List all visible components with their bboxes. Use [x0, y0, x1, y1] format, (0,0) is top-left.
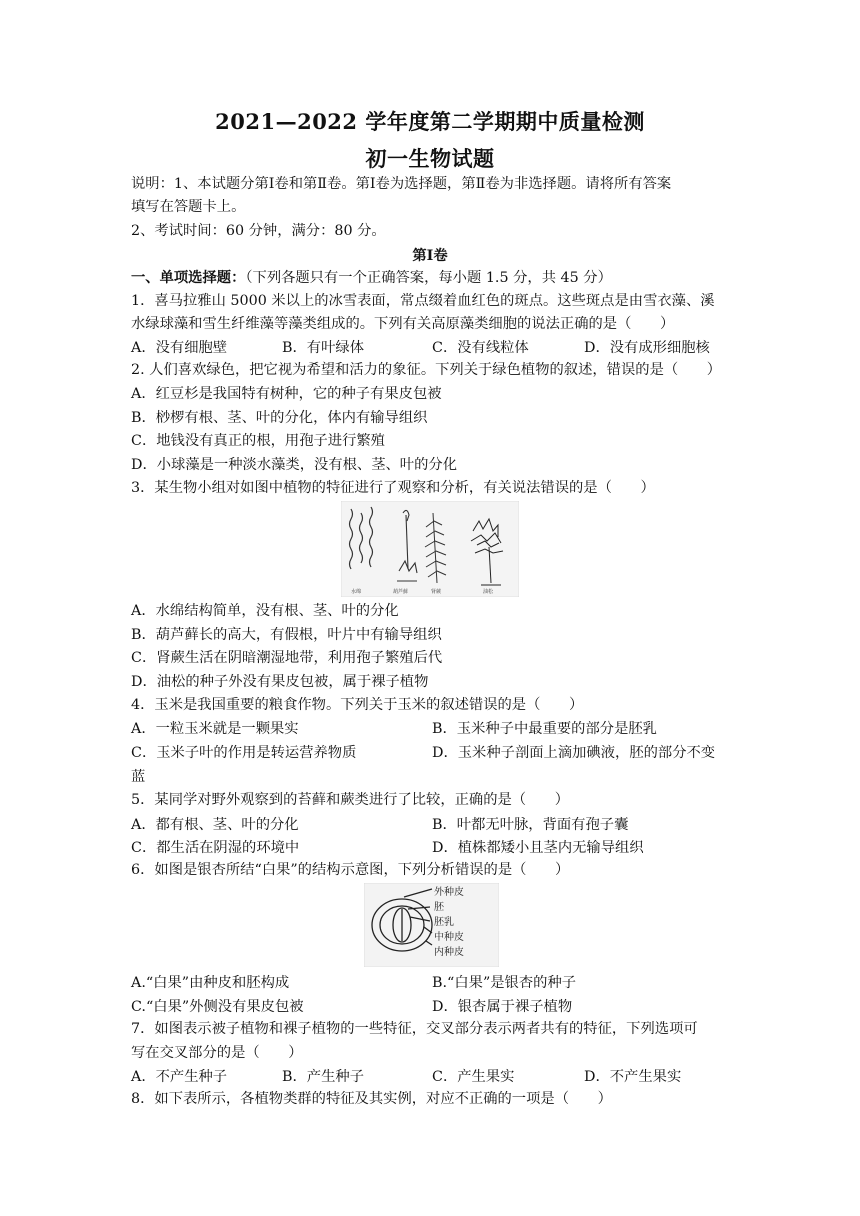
section-heading: [131, 268, 741, 288]
exam-title: 2021—2022 学年度第二学期期中质量检测: [215, 109, 645, 134]
q5-option-d: D．植株都矮小且茎内无输导组织: [432, 840, 644, 856]
q2-option-a: A．红豆杉是我国特有树种，它的种子有果皮包被: [131, 386, 442, 402]
q3-stem: 3．某生物小组对如图中植物的特征进行了观察和分析，有关说法错误的是（ ）: [131, 480, 655, 496]
instruction-line-3: 2、考试时间：60 分钟，满分：80 分。: [131, 223, 386, 239]
q2-stem: 2. 人们喜欢绿色，把它视为希望和活力的象征。下列关于绿色植物的叙述，错误的是（ ）: [131, 362, 722, 378]
instruction-line-2: 填写在答题卡上。: [131, 199, 246, 215]
q4-option-c: C．玉米子叶的作用是转运营养物质: [131, 745, 357, 761]
q5-stem: 5．某同学对野外观察到的苔藓和蕨类进行了比较，正确的是（ ）: [131, 792, 569, 808]
fig-label-inner-coat: 内种皮: [434, 947, 464, 958]
q6-option-d: D．银杏属于裸子植物: [432, 999, 573, 1015]
section-heading-label: 一、单项选择题：: [131, 270, 246, 286]
q7-option-d: D．不产生果实: [584, 1069, 682, 1085]
q6-option-b: B.“白果”是银杏的种子: [432, 975, 577, 991]
q4-option-d-continued: 蓝: [131, 769, 146, 785]
q4-option-d: D．玉米种子剖面上滴加碘液，胚的部分不变: [432, 745, 716, 761]
q6-stem: 6．如图是银杏所结“白果”的结构示意图，下列分析错误的是（ ）: [131, 862, 570, 878]
q4-stem: 4．玉米是我国重要的粮食作物。下列关于玉米的叙述错误的是（ ）: [131, 697, 584, 713]
q1-stem-line-2: 水绿球藻和雪生纤维藻等藻类组成的。下列有关高原藻类细胞的说法正确的是（ ）: [131, 316, 675, 332]
q1-stem-line-1: 1．喜马拉雅山 5000 米以上的冰雪表面，常点缀着血红色的斑点。这些斑点是由雪衣藻、溪: [131, 293, 715, 309]
q8-stem: 8．如下表所示，各植物类群的特征及其实例，对应不正确的一项是（ ）: [131, 1091, 612, 1107]
q2-option-b: B．桫椤有根、茎、叶的分化，体内有输导组织: [131, 410, 428, 426]
q6-option-a: A.“白果”由种皮和胚构成: [131, 975, 290, 991]
q7-option-c: C．产生果实: [432, 1069, 515, 1085]
q4-option-b: B．玉米种子中最重要的部分是胚乳: [432, 721, 657, 737]
q1-option-c: C．没有线粒体: [432, 340, 529, 356]
fig-label-embryo: 胚: [434, 902, 444, 913]
q7-option-a: A．不产生种子: [131, 1069, 228, 1085]
fig-label-spirogyra: 水绵: [351, 589, 362, 595]
instruction-line-1: 说明：1、本试题分第Ⅰ卷和第Ⅱ卷。第Ⅰ卷为选择题，第Ⅱ卷为非选择题。请将所有答案: [131, 176, 672, 192]
q3-option-a: A．水绵结构简单，没有根、茎、叶的分化: [131, 603, 399, 619]
ginkgo-seed-figure: [364, 883, 499, 967]
section-heading-note: （下列各题只有一个正确答案，每小题 1.5 分，共 45 分）: [245, 270, 612, 286]
fig-label-pine: 油松: [483, 589, 494, 595]
q5-option-a: A．都有根、茎、叶的分化: [131, 817, 299, 833]
fig-label-moss: 葫芦藓: [393, 589, 409, 595]
q3-option-b: B．葫芦藓长的高大，有假根，叶片中有输导组织: [131, 627, 442, 643]
q3-option-d: D．油松的种子外没有果皮包被，属于裸子植物: [131, 674, 429, 690]
q5-option-c: C．都生活在阴湿的环境中: [131, 840, 300, 856]
q4-option-a: A．一粒玉米就是一颗果实: [131, 721, 299, 737]
exam-subtitle: 初一生物试题: [365, 146, 495, 171]
q7-stem-line-1: 7．如图表示被子植物和裸子植物的一些特征，交叉部分表示两者共有的特征，下列选项可: [131, 1021, 698, 1037]
q2-option-d: D．小球藻是一种淡水藻类，没有根、茎、叶的分化: [131, 457, 457, 473]
q6-option-c: C.“白果”外侧没有果皮包被: [131, 999, 304, 1015]
q7-stem-line-2: 写在交叉部分的是（ ）: [131, 1045, 303, 1061]
fig-label-endosperm: 胚乳: [434, 917, 454, 928]
q5-option-b: B．叶都无叶脉，背面有孢子囊: [432, 817, 629, 833]
plants-figure: [341, 501, 519, 597]
q7-option-b: B．产生种子: [282, 1069, 364, 1085]
q3-option-c: C．肾蕨生活在阴暗潮湿地带，利用孢子繁殖后代: [131, 650, 443, 666]
q1-option-a: A．没有细胞壁: [131, 340, 228, 356]
fig-label-outer-coat: 外种皮: [434, 887, 464, 898]
q1-option-b: B．有叶绿体: [282, 340, 364, 356]
section-title: 第Ⅰ卷: [412, 248, 448, 264]
fig-label-middle-coat: 中种皮: [434, 932, 464, 943]
fig-label-fern: 肾蕨: [431, 589, 442, 595]
q1-option-d: D．没有成形细胞核: [584, 340, 710, 356]
q2-option-c: C．地钱没有真正的根，用孢子进行繁殖: [131, 433, 385, 449]
